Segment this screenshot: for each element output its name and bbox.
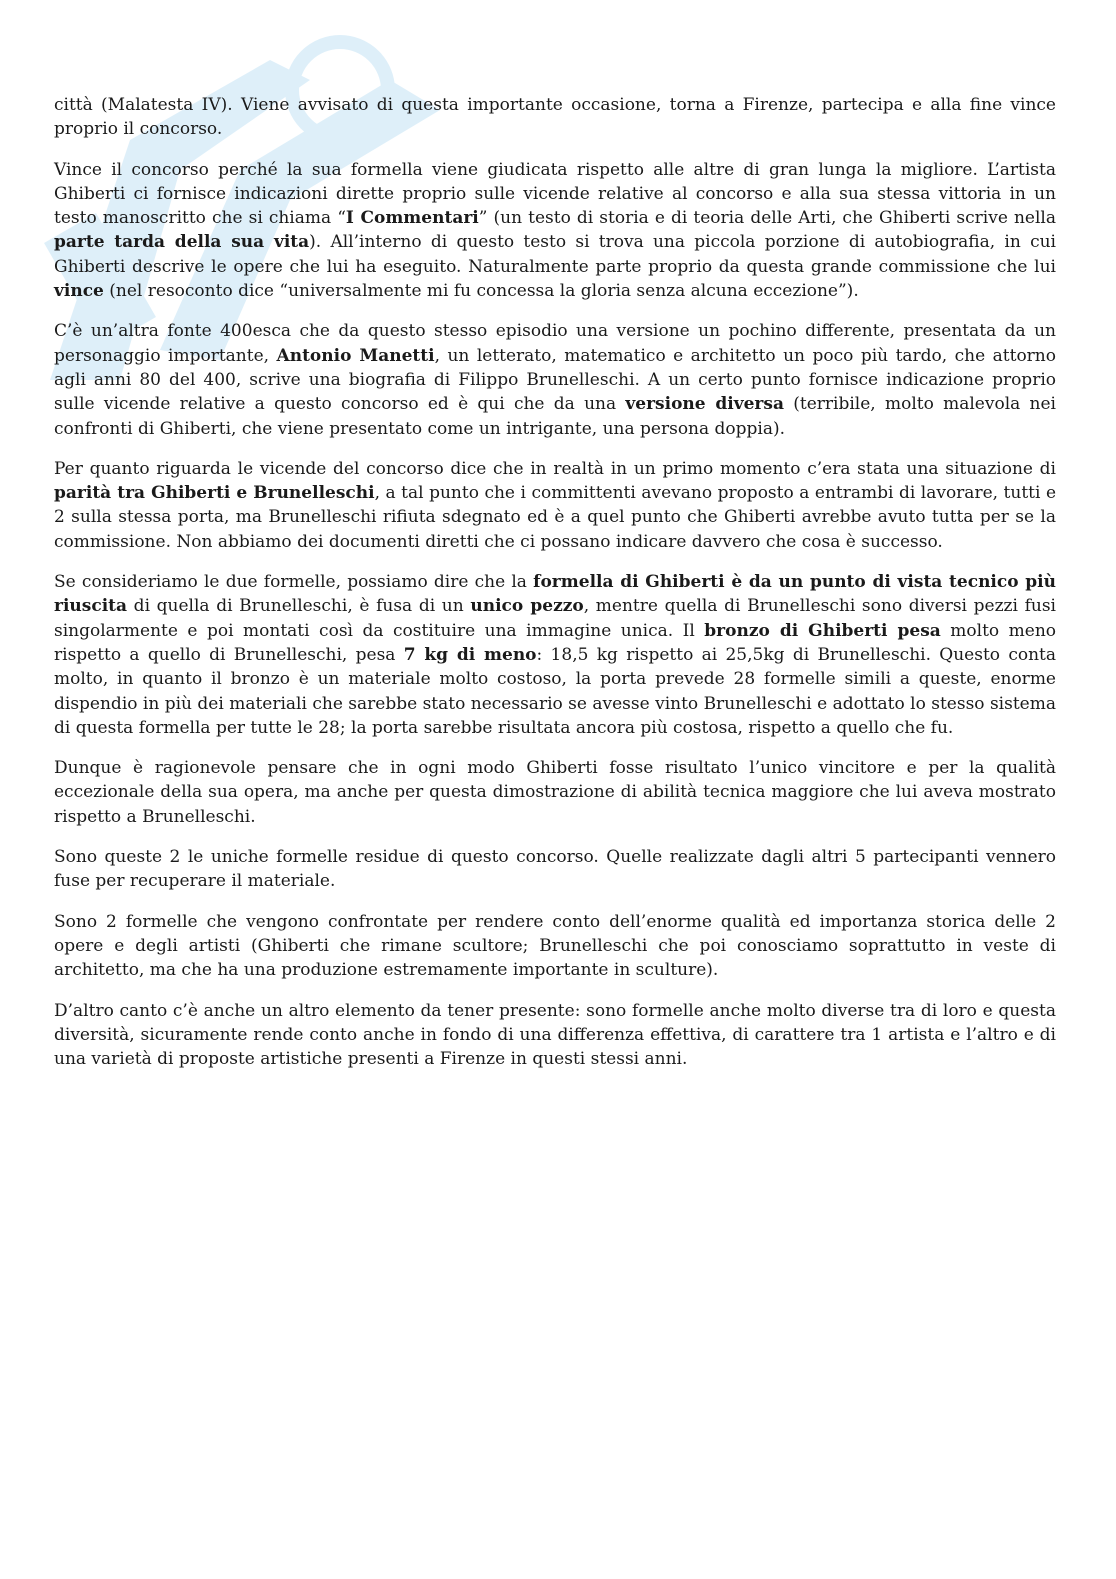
bold-text: vince bbox=[54, 281, 104, 302]
bold-text: I Commentari bbox=[345, 208, 479, 229]
text-segment: Sono queste 2 le uniche formelle residue di questo concorso. Quelle realizzate dagli altri 5 partecipanti vennero fuse per recuperare il materiale. bbox=[54, 847, 1056, 892]
text-segment: (nel resoconto dice “universalmente mi fu concessa la gloria senza alcuna eccezione”). bbox=[103, 281, 859, 302]
paragraph-8 bbox=[54, 910, 1056, 983]
text-segment: città (Malatesta IV). Viene avvisato di questa importante occasione, torna a Firenze, partecipa e alla fine vince proprio il concorso. bbox=[54, 95, 1056, 140]
paragraph-9 bbox=[54, 999, 1056, 1072]
text-segment: Dunque è ragionevole pensare che in ogni modo Ghiberti fosse risultato l’unico vincitore e per la qualità eccezionale della sua opera, ma anche per questa dimostrazione di abilità tecnica maggiore che lui aveva mostrato rispetto a Brunelleschi. bbox=[54, 758, 1056, 827]
text-segment: ). All’interno di questo testo si trova una piccola porzione di autobiografia, in cui Ghiberti descrive le opere che lui ha eseguito. Naturalmente parte proprio da questa grande commissione che lui bbox=[54, 232, 1056, 277]
text-segment: , un letterato, matematico e architetto un poco più tardo, che attorno agli anni 80 del 400, scrive una biografia di Filippo Brunelleschi. A un certo punto fornisce indicazione proprio sulle vicende relative a questo concorso ed è qui che da una bbox=[54, 345, 1056, 415]
text-segment: molto meno rispetto a quello di Brunelleschi, pesa bbox=[54, 620, 1056, 665]
bold-text: Antonio Manetti bbox=[276, 345, 435, 366]
paragraph-6 bbox=[54, 756, 1056, 829]
text-segment: , a tal punto che i committenti avevano proposto a entrambi di lavorare, tutti e 2 sulla stessa porta, ma Brunelleschi rifiuta sdegnato ed è a quel punto che Ghiberti avrebbe avuto tutta per se la commissione. Non abbiamo dei documenti diretti che ci possano indicare davvero che cosa è successo. bbox=[54, 483, 1057, 552]
text-segment: di quella di Brunelleschi, è fusa di un bbox=[127, 596, 471, 617]
paragraph-4 bbox=[54, 457, 1056, 554]
text-segment: , mentre quella di Brunelleschi sono diversi pezzi fusi singolarmente e poi montati così da costituire una immagine unica. Il bbox=[54, 596, 1056, 641]
bold-text: formella di Ghiberti è da un punto di vista tecnico più riuscita bbox=[54, 572, 1057, 617]
bold-text: bronzo di Ghiberti pesa bbox=[704, 620, 941, 641]
bold-text: 7 kg di meno bbox=[403, 644, 537, 665]
text-segment: C’è un’altra fonte 400esca che da questo stesso episodio una versione un pochino differente, presentata da un personaggio importante, bbox=[54, 321, 1056, 366]
text-segment: Per quanto riguarda le vicende del concorso dice che in realtà in un primo momento c’era stata una situazione di bbox=[54, 458, 1056, 479]
paragraph-5 bbox=[54, 570, 1056, 740]
text-segment: (terribile, molto malevola nei confronti di Ghiberti, che viene presentato come un intrigante, una persona doppia). bbox=[54, 394, 1056, 439]
text-segment: Se consideriamo le due formelle, possiamo dire che la bbox=[54, 572, 534, 593]
paragraph-3 bbox=[54, 319, 1056, 440]
bold-text: parità tra Ghiberti e Brunelleschi bbox=[54, 483, 375, 504]
paragraph-7 bbox=[54, 845, 1056, 894]
bold-text: parte tarda della sua vita bbox=[54, 232, 310, 253]
paragraph-2 bbox=[54, 158, 1056, 304]
paragraph-1 bbox=[54, 93, 1056, 142]
bold-text: unico pezzo bbox=[470, 596, 584, 617]
bold-text: versione diversa bbox=[625, 394, 784, 415]
text-segment: D’altro canto c’è anche un altro elemento da tener presente: sono formelle anche molto diverse tra di loro e questa diversità, sicuramente rende conto anche in fondo di una differenza effettiva, di carattere tra 1 artista e l’altro e di una varietà di proposte artistiche presenti a Firenze in questi stessi anni. bbox=[54, 1000, 1056, 1070]
document-body bbox=[54, 93, 1056, 1087]
text-segment: Vince il concorso perché la sua formella viene giudicata rispetto alle altre di gran lunga la migliore. L’artista Ghiberti ci fornisce indicazioni dirette proprio sulle vicende relative al concorso e alla sua stessa vittoria in un testo manoscritto che si chiama “ bbox=[54, 159, 1056, 229]
text-segment: ” (un testo di storia e di teoria delle Arti, che Ghiberti scrive nella bbox=[478, 208, 1056, 229]
text-segment: : 18,5 kg rispetto ai 25,5kg di Brunelleschi. Questo conta molto, in quanto il bronzo è un materiale molto costoso, la porta prevede 28 formelle simili a queste, enorme dispendio in più dei materiali che sarebbe stato necessario se avesse vinto Brunelleschi e adottato lo stesso sistema di questa formella per tutte le 28; la porta sarebbe risultata ancora più costosa, rispetto a quello che fu. bbox=[54, 644, 1056, 738]
text-segment: Sono 2 formelle che vengono confrontate per rendere conto dell’enorme qualità ed importanza storica delle 2 opere e degli artisti (Ghiberti che rimane scultore; Brunelleschi che poi conosciamo soprattutto in veste di architetto, ma che ha una produzione estremamente importante in sculture). bbox=[54, 911, 1056, 981]
